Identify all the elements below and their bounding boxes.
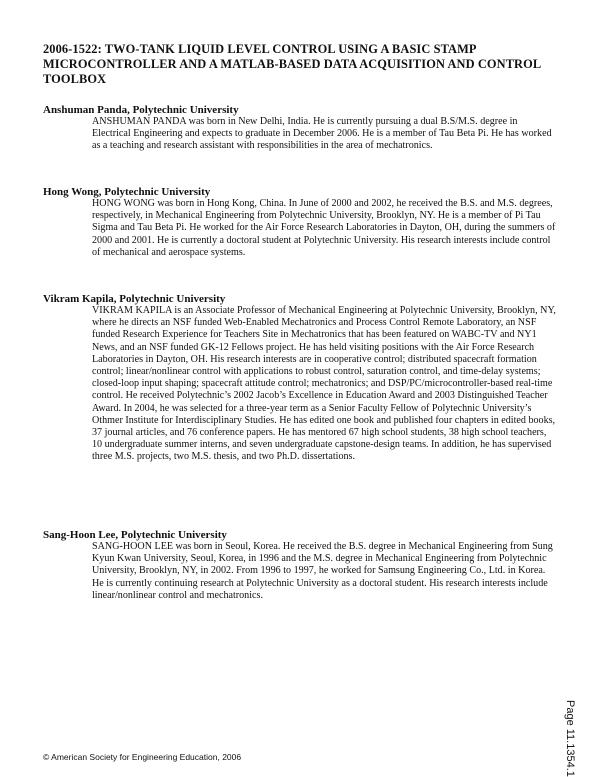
author-bio-kapila xyxy=(43,293,558,464)
author-bio-text: ANSHUMAN PANDA was born in New Delhi, India. He is currently pursuing a dual B.S/M.S. degree in Electrical Engineering and expects to graduate in December 2006. He is a member of Tau Beta Pi. He has worked as a teaching and research assistant with responsibilities in the area of mechatronics. xyxy=(92,116,552,152)
author-bio-text: SANG-HOON LEE was born in Seoul, Korea. He received the B.S. degree in Mechanical Engineering from Sung Kyun Kwan University, Seoul, Korea, in 1996 and the M.S. degree in Mechanical Engineering from Polytechnic University, Brooklyn, NY, in 2002. From 1996 to 1997, he worked for Samsung Engineering Co., Ltd. in Korea. He is currently continuing research at Polytechnic University as a doctoral student. His research interests include linear/nonlinear control and mechatronics. xyxy=(92,541,553,601)
author-heading: Sang-Hoon Lee, Polytechnic University xyxy=(43,529,227,541)
author-bio-wong xyxy=(43,186,558,259)
copyright-footer: © American Society for Engineering Education, 2006 xyxy=(43,752,242,762)
author-bio-panda xyxy=(43,104,558,153)
author-bio-lee xyxy=(43,529,558,602)
author-bio-text: VIKRAM KAPILA is an Associate Professor of Mechanical Engineering at Polytechnic University, Brooklyn, NY, where he directs an NSF funded Web-Enabled Mechatronics and Process Control Remote Laboratory, an NSF funded Research Experience for Teachers Site in Mechatronics that has been featured on WABC-TV and NY1 News, and an NSF funded GK-12 Fellows project. He has held visiting positions with the Air Force Research Laboratories in Dayton, OH. His research interests are in cooperative control; distributed spacecraft formation control; linear/nonlinear control with applications to robust control, saturation control, and time-delay systems; closed-loop input shaping; spacecraft attitude control; mechatronics; and DSP/PC/microcontroller-based real-time control. He received Polytechnic’s 2002 Jacob’s Excellence in Education Award and 2003 Distinguished Teacher Award. In 2004, he was selected for a three-year term as a Senior Faculty Fellow of Polytechnic University’s Othmer Institute for Interdisciplinary Studies. He has edited one book and published four chapters in edited books, 37 journal articles, and 76 conference papers. He has mentored 67 high school students, 38 high school teachers, 10 undergraduate summer interns, and seven undergraduate capstone-design teams. In addition, he has supervised three M.S. projects, two M.S. thesis, and two Ph.D. dissertations. xyxy=(92,305,556,463)
page-number: Page 11.1354.1 xyxy=(564,700,576,777)
author-heading: Vikram Kapila, Polytechnic University xyxy=(43,293,226,305)
author-bio-text: HONG WONG was born in Hong Kong, China. In June of 2000 and 2002, he received the B.S. and M.S. degrees, respectively, in Mechanical Engineering from Polytechnic University, Brooklyn, NY. He is a member of Pi Tau Sigma and Tau Beta Pi. He worked for the Air Force Research Laboratories in Dayton, OH, during the summers of 2000 and 2001. He is currently a doctoral student at Polytechnic University. His research interests include control of mechanical and aerospace systems. xyxy=(92,198,556,258)
author-heading: Anshuman Panda, Polytechnic University xyxy=(43,104,239,116)
author-heading: Hong Wong, Polytechnic University xyxy=(43,186,211,198)
paper-title: 2006-1522: TWO-TANK LIQUID LEVEL CONTROL USING A BASIC STAMP MICROCONTROLLER AND A MATLAB-BASED DATA ACQUISITION AND CONTROL TOOLBOX xyxy=(43,42,541,86)
